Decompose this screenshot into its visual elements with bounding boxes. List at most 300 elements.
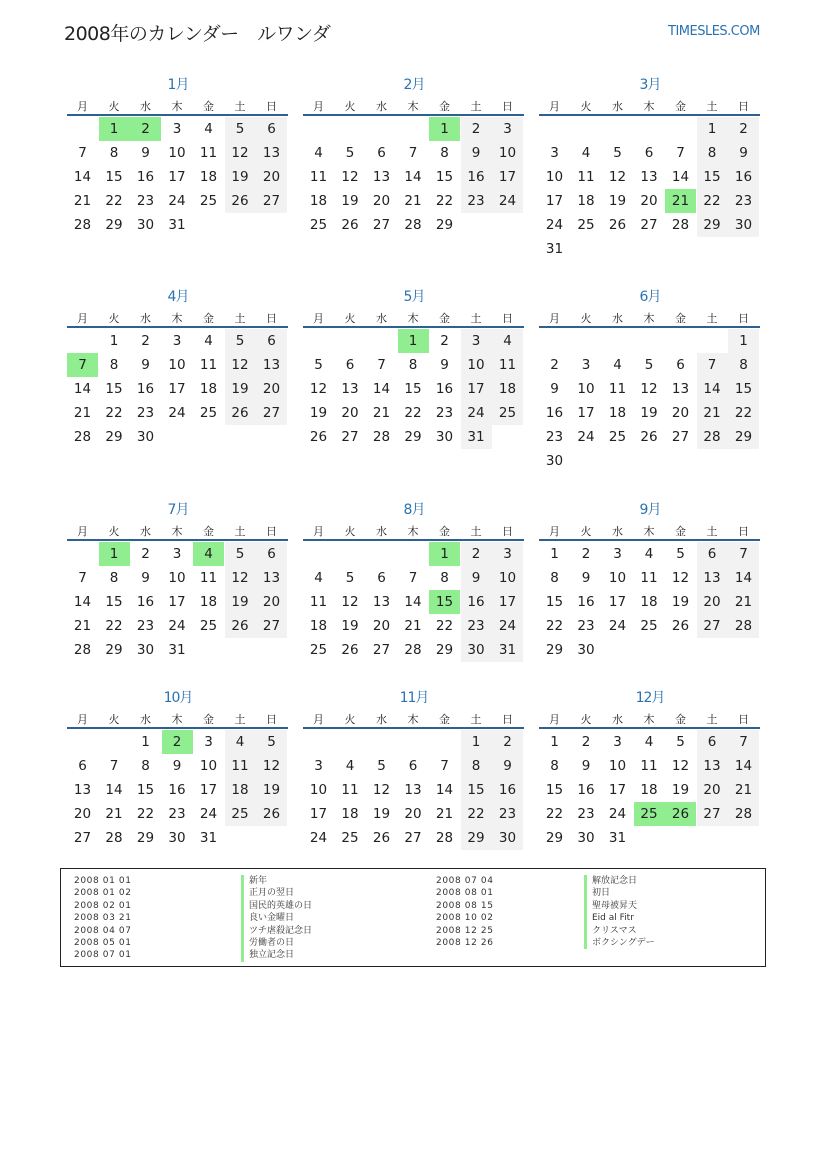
day-cell: 23 bbox=[461, 614, 492, 638]
day-cell: 30 bbox=[492, 826, 523, 850]
day-cell: 7 bbox=[78, 145, 87, 161]
day-cell: 1 bbox=[728, 329, 759, 353]
day-cell: 6 bbox=[676, 357, 685, 373]
day-cell: 6 bbox=[78, 758, 87, 774]
month-name: 11月 bbox=[399, 690, 429, 706]
month-divider bbox=[303, 326, 524, 328]
day-cell: 9 bbox=[728, 141, 759, 165]
day-cell: 25 bbox=[309, 642, 328, 658]
day-cell: 14 bbox=[435, 782, 454, 798]
day-cell: 8 bbox=[550, 570, 559, 586]
day-cell: 11 bbox=[199, 357, 218, 373]
day-cell: 13 bbox=[372, 169, 391, 185]
weekday-label: 月 bbox=[77, 100, 88, 113]
day-cell: 16 bbox=[435, 381, 454, 397]
holiday-day-cell: 1 bbox=[99, 542, 130, 566]
day-cell: 29 bbox=[697, 213, 728, 237]
month-divider bbox=[67, 114, 288, 116]
page-title: 2008年のカレンダー ルワンダ bbox=[64, 23, 331, 45]
weekday-label: 月 bbox=[313, 100, 324, 113]
holiday-dates-left bbox=[74, 875, 132, 962]
weekday-label: 火 bbox=[108, 713, 120, 726]
day-cell: 13 bbox=[404, 782, 422, 798]
holiday-day-cell: 25 bbox=[634, 802, 665, 826]
day-cell: 11 bbox=[492, 353, 523, 377]
day-cell: 14 bbox=[404, 169, 422, 185]
holiday-date: 2008 10 02 bbox=[436, 913, 494, 924]
day-cell: 12 bbox=[671, 570, 690, 586]
weekday-label: 土 bbox=[234, 525, 246, 538]
day-cell: 17 bbox=[577, 405, 595, 421]
day-cell: 20 bbox=[671, 405, 690, 421]
day-cell: 22 bbox=[435, 193, 454, 209]
day-cell: 19 bbox=[608, 193, 627, 209]
day-cell: 19 bbox=[640, 405, 658, 421]
holiday-dates-right bbox=[436, 875, 494, 949]
day-cell: 1 bbox=[697, 117, 728, 141]
weekday-label: 日 bbox=[266, 100, 277, 113]
day-cell: 23 bbox=[461, 189, 492, 213]
day-cell: 22 bbox=[461, 802, 492, 826]
weekday-label: 火 bbox=[580, 525, 592, 538]
day-cell: 10 bbox=[492, 141, 523, 165]
weekday-label: 木 bbox=[171, 525, 183, 538]
day-cell: 12 bbox=[256, 754, 287, 778]
weekday-label: 日 bbox=[266, 312, 277, 325]
day-cell: 27 bbox=[697, 614, 728, 638]
day-cell: 18 bbox=[309, 618, 328, 634]
day-cell: 30 bbox=[168, 830, 186, 846]
day-cell: 18 bbox=[225, 778, 256, 802]
day-cell: 31 bbox=[545, 241, 564, 257]
day-cell: 20 bbox=[697, 778, 728, 802]
day-cell: 23 bbox=[728, 189, 759, 213]
weekday-label: 水 bbox=[376, 525, 387, 538]
day-cell: 13 bbox=[697, 566, 728, 590]
day-cell: 5 bbox=[225, 542, 256, 566]
day-cell: 26 bbox=[372, 830, 391, 846]
day-cell: 17 bbox=[199, 782, 218, 798]
day-cell: 1 bbox=[141, 734, 150, 750]
day-cell: 9 bbox=[550, 381, 559, 397]
day-cell: 21 bbox=[404, 193, 422, 209]
day-cell: 3 bbox=[461, 329, 492, 353]
weekday-label: 水 bbox=[376, 713, 387, 726]
weekday-label: 火 bbox=[108, 100, 120, 113]
holiday-name: Eid al Fitr bbox=[584, 912, 655, 924]
day-cell: 24 bbox=[577, 429, 595, 445]
day-cell: 4 bbox=[644, 734, 654, 750]
weekday-label: 火 bbox=[580, 312, 592, 325]
day-cell: 9 bbox=[492, 754, 523, 778]
day-cell: 10 bbox=[492, 566, 523, 590]
day-cell: 8 bbox=[461, 754, 492, 778]
day-cell: 21 bbox=[728, 778, 759, 802]
holiday-name: 良い金曜日 bbox=[241, 912, 312, 924]
weekday-label: 土 bbox=[706, 525, 718, 538]
holiday-date: 2008 04 07 bbox=[74, 925, 132, 936]
day-cell: 25 bbox=[309, 217, 328, 233]
day-cell: 11 bbox=[225, 754, 256, 778]
day-cell: 18 bbox=[640, 782, 658, 798]
weekday-label: 水 bbox=[140, 525, 151, 538]
month-divider bbox=[539, 539, 760, 541]
day-cell: 7 bbox=[408, 570, 418, 586]
holiday-day-cell: 1 bbox=[398, 329, 429, 353]
weekday-label: 火 bbox=[344, 312, 356, 325]
day-cell: 23 bbox=[136, 193, 155, 209]
day-cell: 6 bbox=[644, 145, 654, 161]
month-name: 3月 bbox=[639, 77, 661, 93]
day-cell: 15 bbox=[545, 782, 564, 798]
day-cell: 7 bbox=[440, 758, 449, 774]
weekday-header bbox=[539, 711, 761, 727]
day-cell: 23 bbox=[435, 405, 454, 421]
day-cell: 29 bbox=[404, 429, 422, 445]
day-cell: 17 bbox=[168, 169, 186, 185]
day-cell: 3 bbox=[172, 333, 182, 349]
day-cell: 22 bbox=[105, 193, 123, 209]
day-cell: 26 bbox=[608, 217, 627, 233]
day-cell: 9 bbox=[581, 758, 591, 774]
weekday-label: 金 bbox=[203, 100, 214, 113]
day-cell: 14 bbox=[105, 782, 123, 798]
weekday-header bbox=[67, 310, 289, 326]
weekday-label: 金 bbox=[675, 525, 686, 538]
day-cell: 22 bbox=[105, 405, 123, 421]
day-cell: 11 bbox=[640, 758, 658, 774]
month-name: 12月 bbox=[635, 690, 665, 706]
day-cell: 27 bbox=[372, 217, 391, 233]
weekday-label: 水 bbox=[376, 312, 387, 325]
day-cell: 11 bbox=[309, 594, 328, 610]
holiday-name: 聖母被昇天 bbox=[584, 900, 655, 912]
day-cell: 24 bbox=[608, 806, 627, 822]
day-cell: 28 bbox=[105, 830, 123, 846]
day-cell: 30 bbox=[136, 217, 155, 233]
holiday-date: 2008 08 15 bbox=[436, 900, 494, 911]
day-cell: 9 bbox=[581, 570, 591, 586]
day-cell: 7 bbox=[676, 145, 685, 161]
weekday-label: 土 bbox=[234, 713, 246, 726]
day-cell: 8 bbox=[109, 570, 119, 586]
day-cell: 22 bbox=[105, 618, 123, 634]
day-cell: 6 bbox=[377, 570, 386, 586]
day-cell: 16 bbox=[136, 381, 155, 397]
day-cell: 7 bbox=[728, 730, 759, 754]
day-cell: 15 bbox=[105, 381, 123, 397]
weekday-label: 金 bbox=[203, 525, 214, 538]
day-cell: 21 bbox=[73, 618, 92, 634]
weekday-label: 水 bbox=[612, 525, 623, 538]
weekday-label: 土 bbox=[470, 525, 482, 538]
day-cell: 30 bbox=[435, 429, 454, 445]
day-cell: 16 bbox=[545, 405, 564, 421]
day-cell: 4 bbox=[204, 333, 213, 349]
day-cell: 22 bbox=[404, 405, 422, 421]
day-cell: 9 bbox=[141, 145, 150, 161]
holiday-name: ボクシングデー bbox=[584, 937, 655, 949]
day-cell: 31 bbox=[608, 830, 627, 846]
weekday-label: 木 bbox=[171, 312, 183, 325]
day-cell: 28 bbox=[404, 642, 422, 658]
day-cell: 26 bbox=[341, 217, 359, 233]
day-cell: 3 bbox=[314, 758, 323, 774]
weekday-label: 木 bbox=[407, 100, 419, 113]
day-cell: 15 bbox=[404, 381, 422, 397]
weekday-label: 金 bbox=[439, 525, 450, 538]
day-cell: 30 bbox=[461, 638, 492, 662]
weekday-label: 日 bbox=[266, 525, 277, 538]
day-cell: 3 bbox=[492, 117, 523, 141]
holiday-name: ツチ虐殺記念日 bbox=[241, 925, 312, 937]
holiday-name: 国民的英雄の日 bbox=[241, 900, 312, 912]
day-cell: 27 bbox=[256, 401, 287, 425]
holiday-day-cell: 15 bbox=[429, 590, 460, 614]
month-name: 8月 bbox=[403, 502, 425, 518]
month-name: 5月 bbox=[403, 289, 425, 305]
weekday-label: 土 bbox=[234, 100, 246, 113]
day-cell: 10 bbox=[545, 169, 564, 185]
day-cell: 10 bbox=[168, 570, 186, 586]
month-divider bbox=[303, 114, 524, 116]
weekday-header bbox=[303, 310, 525, 326]
weekday-label: 月 bbox=[77, 713, 88, 726]
day-cell: 8 bbox=[550, 758, 559, 774]
weekday-label: 水 bbox=[612, 713, 623, 726]
day-cell: 25 bbox=[199, 405, 218, 421]
holiday-day-cell: 1 bbox=[429, 542, 460, 566]
day-cell: 28 bbox=[728, 614, 759, 638]
day-cell: 14 bbox=[73, 594, 92, 610]
day-cell: 5 bbox=[676, 734, 685, 750]
brand-logo[interactable]: TIMESLES.COM bbox=[668, 24, 760, 39]
holiday-date: 2008 03 21 bbox=[74, 913, 132, 924]
day-cell: 5 bbox=[644, 357, 654, 373]
day-cell: 7 bbox=[109, 758, 119, 774]
day-cell: 6 bbox=[256, 329, 287, 353]
holiday-name: 解放記念日 bbox=[584, 875, 655, 887]
weekday-label: 日 bbox=[266, 713, 277, 726]
day-cell: 29 bbox=[136, 830, 155, 846]
weekday-label: 日 bbox=[502, 525, 513, 538]
weekday-label: 火 bbox=[580, 713, 592, 726]
weekday-header bbox=[303, 711, 525, 727]
day-cell: 9 bbox=[461, 566, 492, 590]
day-cell: 1 bbox=[109, 333, 119, 349]
month-divider bbox=[67, 539, 288, 541]
day-cell: 30 bbox=[577, 830, 595, 846]
day-cell: 5 bbox=[314, 357, 323, 373]
holiday-name: 労働者の日 bbox=[241, 937, 312, 949]
day-cell: 20 bbox=[256, 165, 287, 189]
day-cell: 22 bbox=[545, 806, 564, 822]
day-cell: 29 bbox=[105, 217, 123, 233]
day-cell: 26 bbox=[341, 642, 359, 658]
holiday-day-cell: 26 bbox=[665, 802, 696, 826]
holiday-names-right bbox=[584, 875, 655, 949]
day-cell: 4 bbox=[314, 145, 323, 161]
day-cell: 4 bbox=[492, 329, 523, 353]
day-cell: 21 bbox=[73, 405, 92, 421]
day-cell: 11 bbox=[309, 169, 328, 185]
day-cell: 31 bbox=[199, 830, 218, 846]
day-cell: 9 bbox=[461, 141, 492, 165]
day-cell: 18 bbox=[199, 169, 218, 185]
day-cell: 18 bbox=[640, 594, 658, 610]
day-cell: 23 bbox=[136, 618, 155, 634]
day-cell: 25 bbox=[225, 802, 256, 826]
day-cell: 10 bbox=[608, 758, 627, 774]
weekday-header bbox=[67, 98, 289, 114]
day-cell: 15 bbox=[136, 782, 155, 798]
day-cell: 7 bbox=[377, 357, 386, 373]
weekday-label: 木 bbox=[643, 713, 655, 726]
weekday-label: 木 bbox=[407, 713, 419, 726]
day-cell: 6 bbox=[256, 542, 287, 566]
day-cell: 20 bbox=[372, 193, 391, 209]
day-cell: 13 bbox=[671, 381, 690, 397]
weekday-label: 日 bbox=[738, 713, 749, 726]
day-cell: 8 bbox=[109, 357, 119, 373]
day-cell: 27 bbox=[256, 189, 287, 213]
holiday-day-cell: 1 bbox=[429, 117, 460, 141]
day-cell: 3 bbox=[550, 145, 559, 161]
day-cell: 12 bbox=[608, 169, 627, 185]
day-cell: 12 bbox=[341, 594, 359, 610]
day-cell: 31 bbox=[168, 642, 186, 658]
day-cell: 29 bbox=[435, 217, 454, 233]
day-cell: 19 bbox=[256, 778, 287, 802]
day-cell: 28 bbox=[73, 642, 92, 658]
day-cell: 17 bbox=[492, 165, 523, 189]
holiday-day-cell: 2 bbox=[162, 730, 193, 754]
day-cell: 20 bbox=[256, 377, 287, 401]
day-cell: 6 bbox=[345, 357, 355, 373]
day-cell: 28 bbox=[671, 217, 690, 233]
weekday-label: 日 bbox=[502, 713, 513, 726]
day-cell: 13 bbox=[256, 566, 287, 590]
day-cell: 13 bbox=[341, 381, 359, 397]
day-cell: 27 bbox=[671, 429, 690, 445]
day-cell: 21 bbox=[728, 590, 759, 614]
holiday-date: 2008 05 01 bbox=[74, 937, 132, 948]
day-cell: 17 bbox=[309, 806, 328, 822]
day-cell: 14 bbox=[671, 169, 690, 185]
day-cell: 6 bbox=[697, 542, 728, 566]
day-cell: 18 bbox=[492, 377, 523, 401]
day-cell: 23 bbox=[577, 806, 595, 822]
day-cell: 6 bbox=[697, 730, 728, 754]
day-cell: 5 bbox=[613, 145, 622, 161]
day-cell: 20 bbox=[341, 405, 359, 421]
day-cell: 24 bbox=[168, 193, 186, 209]
holiday-date: 2008 02 01 bbox=[74, 900, 132, 911]
day-cell: 17 bbox=[545, 193, 564, 209]
day-cell: 14 bbox=[728, 754, 759, 778]
month-name: 1月 bbox=[167, 77, 189, 93]
day-cell: 27 bbox=[640, 217, 658, 233]
day-cell: 22 bbox=[435, 618, 454, 634]
day-cell: 18 bbox=[199, 594, 218, 610]
day-cell: 14 bbox=[404, 594, 422, 610]
day-cell: 15 bbox=[697, 165, 728, 189]
weekday-label: 月 bbox=[77, 312, 88, 325]
day-cell: 22 bbox=[697, 189, 728, 213]
day-cell: 24 bbox=[608, 618, 627, 634]
month-divider bbox=[67, 326, 288, 328]
weekday-label: 月 bbox=[313, 713, 324, 726]
day-cell: 10 bbox=[199, 758, 218, 774]
day-cell: 19 bbox=[671, 782, 690, 798]
day-cell: 26 bbox=[256, 802, 287, 826]
day-cell: 2 bbox=[492, 730, 523, 754]
day-cell: 27 bbox=[404, 830, 422, 846]
holiday-name: 新年 bbox=[241, 875, 312, 887]
day-cell: 7 bbox=[697, 353, 728, 377]
day-cell: 26 bbox=[225, 401, 256, 425]
day-cell: 17 bbox=[168, 594, 186, 610]
day-cell: 18 bbox=[309, 193, 328, 209]
day-cell: 18 bbox=[577, 193, 595, 209]
day-cell: 31 bbox=[461, 425, 492, 449]
weekday-label: 木 bbox=[407, 312, 419, 325]
day-cell: 13 bbox=[372, 594, 391, 610]
day-cell: 27 bbox=[73, 830, 92, 846]
day-cell: 18 bbox=[608, 405, 627, 421]
day-cell: 17 bbox=[492, 590, 523, 614]
day-cell: 5 bbox=[345, 145, 355, 161]
day-cell: 11 bbox=[608, 381, 627, 397]
day-cell: 29 bbox=[728, 425, 759, 449]
day-cell: 4 bbox=[225, 730, 256, 754]
day-cell: 1 bbox=[461, 730, 492, 754]
month-divider bbox=[539, 326, 760, 328]
weekday-label: 日 bbox=[738, 312, 749, 325]
day-cell: 29 bbox=[105, 429, 123, 445]
day-cell: 27 bbox=[256, 614, 287, 638]
day-cell: 24 bbox=[168, 405, 186, 421]
day-cell: 9 bbox=[141, 570, 150, 586]
holiday-name: 初日 bbox=[584, 887, 655, 899]
day-cell: 19 bbox=[225, 590, 256, 614]
weekday-header bbox=[67, 523, 289, 539]
holiday-list bbox=[60, 868, 766, 967]
day-cell: 12 bbox=[225, 566, 256, 590]
weekday-label: 金 bbox=[203, 312, 214, 325]
day-cell: 5 bbox=[256, 730, 287, 754]
day-cell: 2 bbox=[581, 546, 591, 562]
day-cell: 17 bbox=[608, 594, 627, 610]
day-cell: 19 bbox=[225, 165, 256, 189]
day-cell: 2 bbox=[141, 546, 150, 562]
weekday-label: 火 bbox=[580, 100, 592, 113]
day-cell: 30 bbox=[577, 642, 595, 658]
day-cell: 15 bbox=[545, 594, 564, 610]
day-cell: 11 bbox=[199, 145, 218, 161]
weekday-label: 月 bbox=[549, 525, 560, 538]
day-cell: 4 bbox=[345, 758, 355, 774]
weekday-label: 金 bbox=[675, 713, 686, 726]
weekday-label: 月 bbox=[549, 100, 560, 113]
weekday-label: 月 bbox=[549, 312, 560, 325]
day-cell: 25 bbox=[492, 401, 523, 425]
day-cell: 27 bbox=[372, 642, 391, 658]
day-cell: 8 bbox=[408, 357, 418, 373]
weekday-label: 木 bbox=[643, 312, 655, 325]
month-name: 10月 bbox=[163, 690, 193, 706]
day-cell: 28 bbox=[697, 425, 728, 449]
